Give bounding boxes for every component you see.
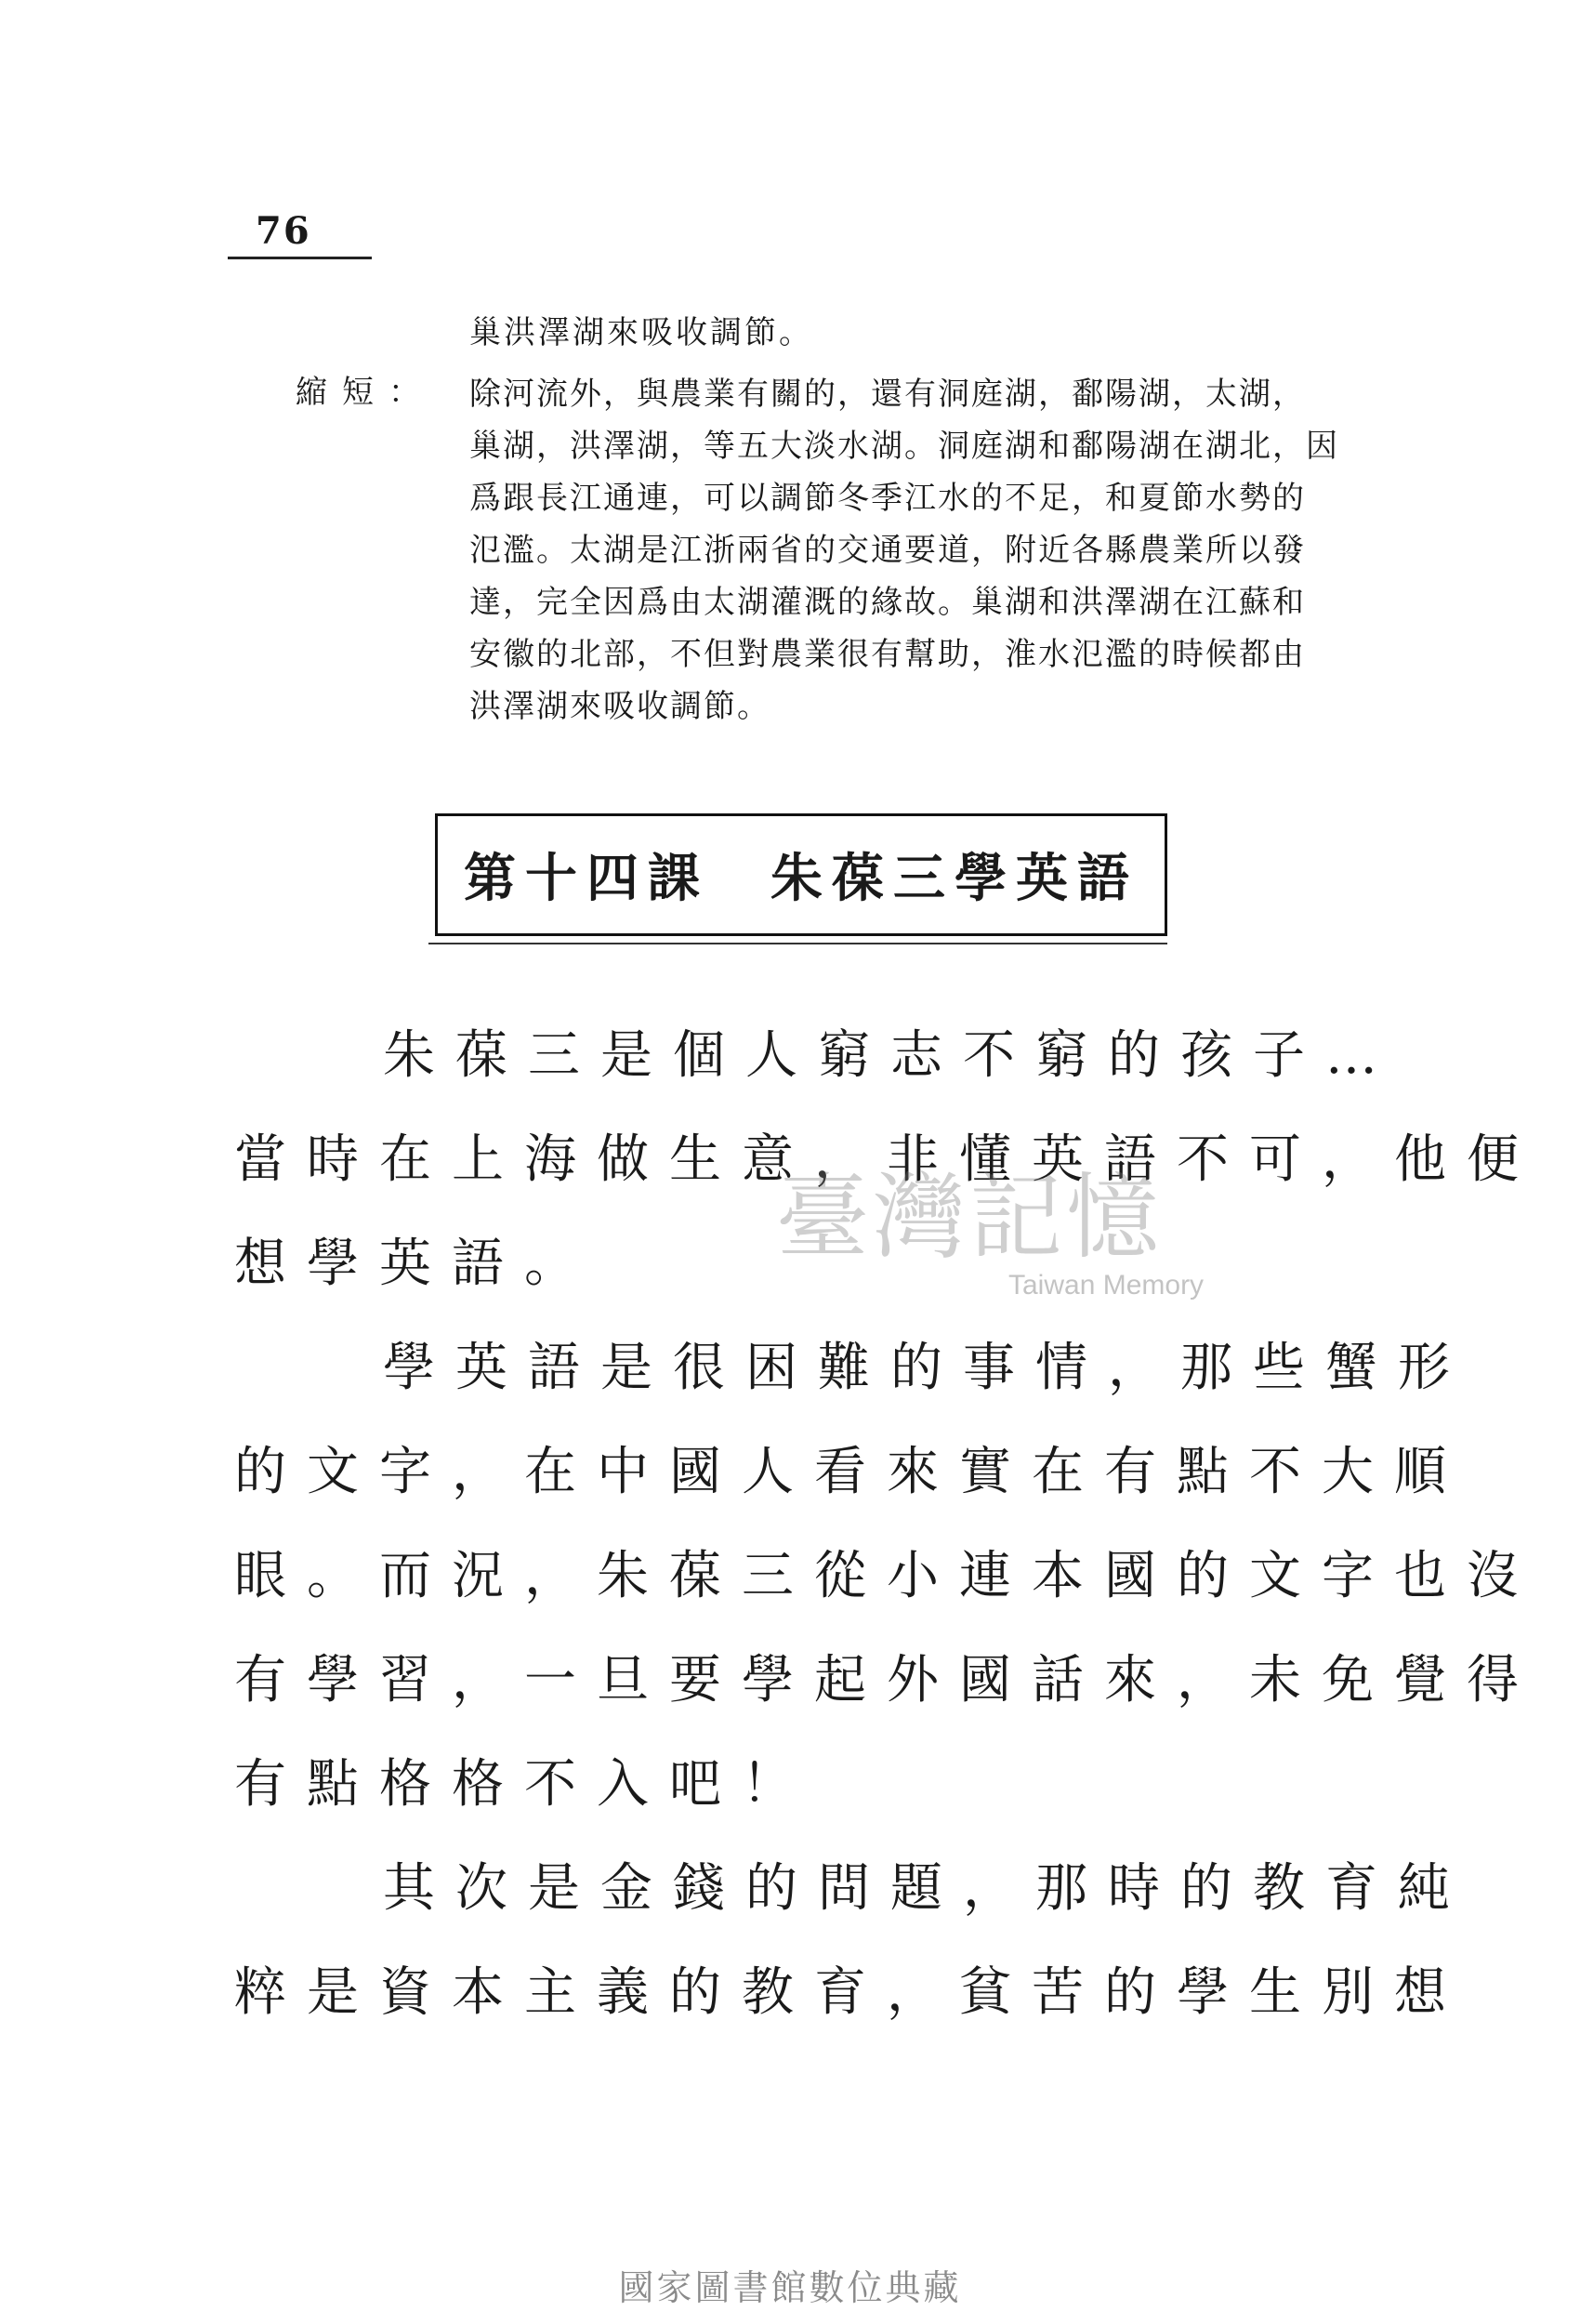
footer-credit: 國家圖書館數位典藏	[618, 2267, 962, 2308]
body-line: 學英語是很困難的事情，那些蟹形	[383, 1338, 1470, 1398]
summary-line: 氾濫。太湖是江浙兩省的交通要道，附近各縣農業所以發	[469, 532, 1306, 569]
lesson-title: 第十四課 朱葆三學英語	[464, 848, 1139, 909]
summary-line: 巢湖，洪澤湖，等五大淡水湖。洞庭湖和鄱陽湖在湖北，因	[469, 428, 1339, 465]
lesson-body	[234, 1004, 1539, 2045]
summary-label: 縮短：	[296, 374, 435, 411]
summary-line: 達，完全因爲由太湖灌溉的緣故。巢湖和洪澤湖在江蘇和	[469, 584, 1306, 621]
summary-line: 除河流外，與農業有關的，還有洞庭湖，鄱陽湖，太湖，	[469, 376, 1306, 413]
body-line: 有學習，一旦要學起外國話來，未免覺得	[234, 1650, 1539, 1710]
body-line: 眼。而況，朱葆三從小連本國的文字也沒	[234, 1546, 1539, 1606]
body-line: 其次是金錢的問題，那時的教育純	[383, 1858, 1470, 1919]
watermark-chinese: 臺灣記憶	[776, 1163, 1163, 1272]
body-line: 當時在上海做生意，非懂英語不可，他便	[234, 1129, 1539, 1190]
summary-continued-line: 巢洪澤湖來吸收調節。	[469, 314, 813, 351]
lesson-title-box	[435, 813, 1167, 936]
watermark-english: Taiwan Memory	[1008, 1270, 1205, 1301]
watermark-logo	[776, 1163, 1297, 1325]
body-line: 朱葆三是個人窮志不窮的孩子…	[383, 1025, 1398, 1086]
body-line: 粹是資本主義的教育，貧苦的學生別想	[234, 1962, 1467, 2023]
body-line: 想學英語。	[234, 1234, 597, 1294]
summary-line: 洪澤湖來吸收調節。	[469, 688, 770, 725]
summary-line: 爲跟長江通連，可以調節冬季江水的不足，和夏節水勢的	[469, 480, 1306, 517]
page-number: 76	[228, 206, 372, 259]
body-line: 的文字，在中國人看來實在有點不大順	[234, 1442, 1467, 1502]
summary-paragraph	[469, 368, 1343, 733]
summary-line: 安徽的北部，不但對農業很有幫助，淮水氾濫的時候都由	[469, 636, 1306, 673]
body-line: 有點格格不入吧！	[234, 1754, 814, 1815]
